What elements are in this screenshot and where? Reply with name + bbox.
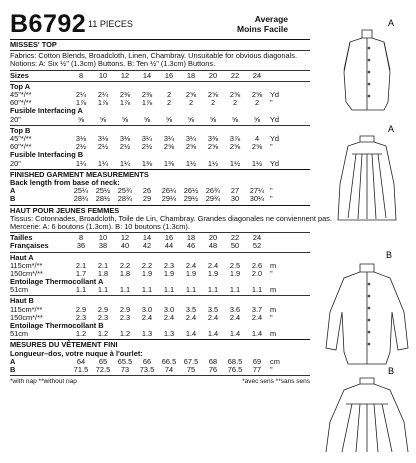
- cell-value: 28¼: [73, 194, 89, 204]
- cell-value: 42: [142, 241, 152, 251]
- cell-value: 76: [208, 365, 218, 375]
- cell-value: 40: [120, 241, 130, 251]
- cell-value: 26½: [183, 186, 199, 196]
- cell-value: ⅝: [231, 114, 239, 124]
- sizes-row: [10, 72, 310, 80]
- footnote-en: *with nap **without nap: [10, 378, 77, 386]
- difficulty: [237, 14, 288, 34]
- cell-value: 2.4: [251, 312, 263, 322]
- tissus-fr: Tissus: Cotonnades, Broadcloth, Toile de Lin, Chambray. Grandes diagonales ne conviennent pas.: [10, 213, 332, 223]
- cell-value: 2¼: [97, 90, 109, 99]
- cell-value: 2.9: [75, 304, 87, 314]
- garment-sketches: [322, 12, 412, 452]
- cell-value: 1½: [207, 158, 219, 168]
- cell-value: 2.4: [207, 260, 219, 270]
- cell-value: 69: [252, 356, 262, 366]
- cell-value: ⅝: [121, 114, 129, 124]
- notions-en: Notions: A: Six ½" (1.3cm) Buttons. B: Ten ½" (1.3cm) Buttons.: [10, 59, 216, 69]
- unit: m: [270, 329, 277, 339]
- cell-value: 2⅝: [251, 142, 263, 152]
- cell-value: 18: [186, 70, 196, 80]
- row-label: A: [10, 186, 16, 196]
- cell-value: 1⅞: [97, 98, 109, 108]
- cell-value: 2⅝: [185, 90, 197, 99]
- cell-value: 72.5: [95, 365, 111, 375]
- cell-value: 1.1: [251, 285, 263, 295]
- divider: [10, 81, 310, 82]
- unit: Yd: [270, 133, 280, 143]
- cell-value: 1¼: [75, 158, 87, 168]
- section-title-fr: HAUT POUR JEUNES FEMMES: [10, 205, 120, 215]
- divider: [10, 252, 310, 253]
- cell-value: 2⅜: [141, 90, 153, 99]
- cell-value: ⅝: [165, 114, 173, 124]
- cell-value: 24: [252, 233, 262, 243]
- cell-value: 67.5: [183, 356, 199, 366]
- cell-value: 1.1: [185, 285, 197, 295]
- cell-value: 2.3: [163, 260, 175, 270]
- unit: m: [270, 285, 277, 295]
- cell-value: 2.5: [229, 260, 241, 270]
- cell-value: 2⅝: [207, 90, 219, 99]
- cell-value: 4: [254, 133, 260, 143]
- fabrics-en: Fabrics: Cotton Blends, Broadcloth, Linen, Chambray. Unsuitable for obvious diagonals.: [10, 51, 298, 61]
- cell-value: 3⅛: [75, 133, 87, 143]
- cell-value: 2⅝: [229, 142, 241, 152]
- yardage-row: [10, 91, 310, 99]
- cell-value: 1.9: [207, 268, 219, 278]
- unit: ": [270, 98, 273, 108]
- row-label: 20": [10, 114, 21, 124]
- row-label: 45"*/**: [10, 133, 32, 143]
- unit: Yd: [270, 158, 280, 168]
- unit: ": [270, 268, 273, 278]
- cell-value: 3¼: [163, 133, 175, 143]
- cell-value: 1.4: [185, 329, 197, 339]
- mercerie-fr: Mercerie: A: 6 boutons (1.3cm). B: 10 boutons (1.3cm).: [10, 221, 190, 231]
- cell-value: 2.0: [251, 268, 263, 278]
- row-label: 51cm: [10, 285, 29, 295]
- divider: [10, 125, 310, 126]
- cell-value: 1⅞: [141, 98, 153, 108]
- cell-value: 1.9: [141, 268, 153, 278]
- cell-value: 1.1: [141, 285, 153, 295]
- cell-value: 65: [98, 356, 108, 366]
- row-label: 60"*/**: [10, 142, 32, 152]
- cell-value: 2½: [75, 142, 87, 152]
- cell-value: 71.5: [73, 365, 89, 375]
- cell-value: 2.1: [97, 260, 109, 270]
- cell-value: 1.9: [185, 268, 197, 278]
- row-label: 20": [10, 158, 21, 168]
- cell-value: 48: [208, 241, 218, 251]
- cell-value: 2⅜: [119, 90, 131, 99]
- cell-value: ⅝: [143, 114, 151, 124]
- figure-label-a-back: A: [388, 124, 395, 134]
- unit: ": [270, 194, 273, 204]
- cell-value: 66.5: [161, 356, 177, 366]
- finished-heading: FINISHED GARMENT MEASUREMENTS: [10, 169, 149, 179]
- metrage-row: [10, 306, 310, 314]
- figure-label-b-back: B: [388, 366, 395, 376]
- unit: m: [270, 304, 277, 314]
- cell-value: 75: [186, 365, 196, 375]
- longueur-label: Longueur–dos, votre nuque à l'ourlet:: [10, 348, 143, 358]
- cell-value: 30¼: [249, 194, 265, 204]
- cell-value: ⅝: [209, 114, 217, 124]
- cell-value: 29¾: [205, 194, 221, 204]
- cell-value: 64: [76, 356, 86, 366]
- cell-value: 29¼: [161, 194, 177, 204]
- row-label: 150cm*/**: [10, 268, 43, 278]
- back-length-label: Back length from base of neck:: [10, 177, 120, 187]
- footnotes: [10, 378, 310, 386]
- cell-value: 1.1: [119, 285, 131, 295]
- cell-value: 16: [164, 70, 174, 80]
- unit: ": [270, 312, 273, 322]
- row-label: Tailles: [10, 233, 33, 243]
- row-label: A: [10, 356, 16, 366]
- cell-value: 27¼: [249, 186, 265, 196]
- cell-value: 36: [76, 241, 86, 251]
- cell-value: 68: [208, 356, 218, 366]
- entoilage-a-heading: Entoilage Thermocollant A: [10, 277, 104, 287]
- cell-value: 2.4: [207, 312, 219, 322]
- row-label: 51cm: [10, 329, 29, 339]
- cell-value: 16: [164, 233, 174, 243]
- row-label: 60"*/**: [10, 98, 32, 108]
- cell-value: 25¾: [117, 186, 133, 196]
- figure-label-a-front: A: [388, 18, 395, 28]
- row-label: 115cm*/**: [10, 260, 43, 270]
- cell-value: 2: [210, 98, 216, 108]
- cell-value: 1.3: [163, 329, 175, 339]
- metrage-row: [10, 286, 310, 294]
- cell-value: 1.4: [251, 329, 263, 339]
- section-title-en: MISSES' TOP: [10, 40, 57, 49]
- cell-value: 12: [120, 233, 130, 243]
- divider: [10, 295, 310, 296]
- cell-value: 46: [186, 241, 196, 251]
- cell-value: 2: [254, 98, 260, 108]
- cell-value: 3.7: [251, 304, 263, 314]
- cell-value: 2.2: [141, 260, 153, 270]
- unit: cm: [270, 356, 280, 366]
- cell-value: 3.0: [163, 304, 175, 314]
- cell-value: 73: [120, 365, 130, 375]
- divider: [10, 375, 310, 376]
- cell-value: 2.3: [119, 312, 131, 322]
- cell-value: 2⅝: [251, 90, 263, 99]
- top-a-heading: Top A: [10, 81, 31, 91]
- row-label: 115cm*/**: [10, 304, 43, 314]
- cell-value: 1½: [229, 158, 241, 168]
- unit: Yd: [270, 114, 280, 124]
- cell-value: ⅝: [253, 114, 261, 124]
- cell-value: 3¼: [141, 133, 153, 143]
- cell-value: 2.3: [75, 312, 87, 322]
- cell-value: 2.1: [75, 260, 87, 270]
- cell-value: 2.9: [97, 304, 109, 314]
- haut-b-heading: Haut B: [10, 296, 34, 306]
- cell-value: 2½: [119, 142, 131, 152]
- mesure-row: [10, 366, 310, 374]
- cell-value: 2: [166, 90, 172, 99]
- cell-value: 14: [142, 70, 152, 80]
- cell-value: 74: [164, 365, 174, 375]
- cell-value: 28½: [95, 194, 111, 204]
- cell-value: 1.2: [119, 329, 131, 339]
- unit: ": [270, 142, 273, 152]
- yardage-row: [10, 135, 310, 143]
- cell-value: 28¾: [117, 194, 133, 204]
- cell-value: 2⅝: [163, 142, 175, 152]
- cell-value: 50: [230, 241, 240, 251]
- cell-value: 29½: [183, 194, 199, 204]
- cell-value: 2¼: [75, 90, 87, 99]
- cell-value: 68.5: [227, 356, 243, 366]
- cell-value: 2.9: [119, 304, 131, 314]
- cell-value: 2: [188, 98, 194, 108]
- mesure-row: [10, 358, 310, 366]
- yardage-row: [10, 160, 310, 168]
- cell-value: 1.1: [229, 285, 241, 295]
- pattern-number: B6792: [10, 10, 87, 38]
- row-label: 45"*/**: [10, 90, 32, 99]
- cell-value: 1.1: [75, 285, 87, 295]
- divider: [10, 70, 310, 71]
- fusible-a-heading: Fusible Interfacing A: [10, 106, 83, 116]
- cell-value: 20: [208, 233, 218, 243]
- cell-value: 3.5: [185, 304, 197, 314]
- difficulty-en: Average: [254, 14, 288, 24]
- cell-value: 1.4: [229, 329, 241, 339]
- cell-value: 26¾: [205, 186, 221, 196]
- tailles-row: [10, 234, 310, 242]
- cell-value: 26¼: [161, 186, 177, 196]
- size-chart: [10, 38, 332, 386]
- cell-value: 76.5: [227, 365, 243, 375]
- cell-value: 44: [164, 241, 174, 251]
- cell-value: 2½: [141, 142, 153, 152]
- cell-value: 73.5: [139, 365, 155, 375]
- cell-value: 22: [230, 233, 240, 243]
- cell-value: 1⅜: [163, 158, 175, 168]
- cell-value: 2.4: [185, 312, 197, 322]
- entoilage-b-heading: Entoilage Thermocollant B: [10, 321, 104, 331]
- cell-value: 1.2: [97, 329, 109, 339]
- cell-value: 29: [142, 194, 152, 204]
- cell-value: 1.9: [163, 268, 175, 278]
- piece-count: 11 PIECES: [88, 19, 133, 29]
- cell-value: 2.4: [229, 312, 241, 322]
- cell-value: 77: [252, 365, 262, 375]
- cell-value: 1¼: [97, 158, 109, 168]
- cell-value: 3¼: [185, 133, 197, 143]
- yardage-row: [10, 116, 310, 124]
- cell-value: 1.8: [97, 268, 109, 278]
- cell-value: 1.9: [229, 268, 241, 278]
- cell-value: 3⅜: [207, 133, 219, 143]
- difficulty-fr: Moins Facile: [236, 24, 288, 34]
- cell-value: 2: [166, 98, 172, 108]
- cell-value: 1.7: [75, 268, 87, 278]
- cell-value: 25½: [95, 186, 111, 196]
- cell-value: 18: [186, 233, 196, 243]
- row-label: B: [10, 365, 16, 375]
- cell-value: 27: [230, 186, 240, 196]
- cell-value: 66: [142, 356, 152, 366]
- cell-value: ⅝: [77, 114, 85, 124]
- fusible-b-heading: Fusible Interfacing B: [10, 150, 84, 160]
- mesures-heading: MESURES DU VÊTEMENT FINI: [10, 340, 118, 350]
- cell-value: 1¼: [119, 158, 131, 168]
- cell-value: 1⅜: [141, 158, 153, 168]
- cell-value: 2⅝: [229, 90, 241, 99]
- cell-value: 25¼: [73, 186, 89, 196]
- cell-value: 1⅞: [119, 98, 131, 108]
- cell-value: 2: [232, 98, 238, 108]
- cell-value: 1.3: [141, 329, 153, 339]
- cell-value: 1.1: [207, 285, 219, 295]
- figure-label-b-front: B: [386, 250, 393, 260]
- francaises-row: [10, 242, 310, 250]
- cell-value: 2½: [97, 142, 109, 152]
- cell-value: 3⅛: [97, 133, 109, 143]
- cell-value: 38: [98, 241, 108, 251]
- metrage-row: [10, 330, 310, 338]
- cell-value: 1.4: [207, 329, 219, 339]
- cell-value: 10: [98, 233, 108, 243]
- cell-value: 3⅞: [229, 133, 241, 143]
- cell-value: 1½: [251, 158, 263, 168]
- cell-value: 14: [142, 233, 152, 243]
- cell-value: 2⅝: [207, 142, 219, 152]
- cell-value: 2.2: [119, 260, 131, 270]
- cell-value: 2.4: [163, 312, 175, 322]
- cell-value: 1.1: [97, 285, 109, 295]
- cell-value: 2.4: [185, 260, 197, 270]
- cell-value: 1½: [185, 158, 197, 168]
- unit: m: [270, 260, 277, 270]
- row-label: 150cm*/**: [10, 312, 43, 322]
- unit: ": [270, 365, 273, 375]
- finished-row: [10, 195, 310, 203]
- cell-value: 65.5: [117, 356, 133, 366]
- cell-value: 52: [252, 241, 262, 251]
- cell-value: 2.3: [97, 312, 109, 322]
- divider: [10, 232, 310, 233]
- cell-value: 2.4: [141, 312, 153, 322]
- cell-value: 20: [208, 70, 218, 80]
- cell-value: 1⅞: [75, 98, 87, 108]
- cell-value: ⅝: [187, 114, 195, 124]
- cell-value: 2.6: [251, 260, 263, 270]
- cell-value: 2⅝: [185, 142, 197, 152]
- cell-value: 3.6: [229, 304, 241, 314]
- top-b-heading: Top B: [10, 125, 31, 135]
- unit: Yd: [270, 90, 280, 99]
- cell-value: 22: [230, 70, 240, 80]
- finished-row: [10, 187, 310, 195]
- cell-value: 12: [120, 70, 130, 80]
- cell-value: 3⅛: [119, 133, 131, 143]
- cell-value: 1.8: [119, 268, 131, 278]
- cell-value: 24: [252, 70, 262, 80]
- metrage-row: [10, 262, 310, 270]
- cell-value: 1.1: [163, 285, 175, 295]
- cell-value: 26: [142, 186, 152, 196]
- row-label: B: [10, 194, 16, 204]
- unit: ": [270, 186, 273, 196]
- cell-value: 3.5: [207, 304, 219, 314]
- cell-value: 10: [98, 70, 108, 80]
- row-label: Sizes: [10, 70, 29, 80]
- footnote-fr: *avec sens **sans sens: [242, 378, 310, 386]
- haut-a-heading: Haut A: [10, 252, 34, 262]
- cell-value: 30: [230, 194, 240, 204]
- garment-illustrations: [322, 12, 412, 452]
- cell-value: 3.0: [141, 304, 153, 314]
- row-label: Françaises: [10, 241, 49, 251]
- cell-value: ⅝: [99, 114, 107, 124]
- cell-value: 8: [78, 233, 84, 243]
- cell-value: 1.2: [75, 329, 87, 339]
- cell-value: 8: [78, 70, 84, 80]
